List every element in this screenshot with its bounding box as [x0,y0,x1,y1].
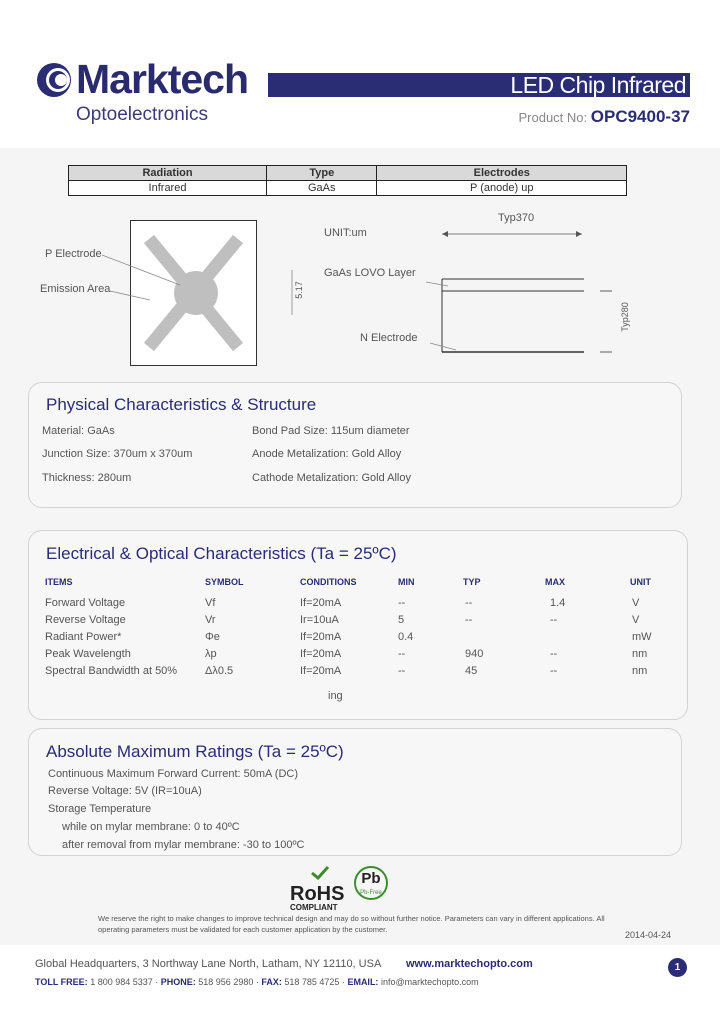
physical-thickness: Thickness: 280um [42,472,132,484]
row-min: -- [398,597,406,609]
row-condition: Ir=10uA [300,614,339,626]
phone-label: PHONE: [160,977,196,987]
row-unit: V [632,614,640,626]
row-typ: -- [465,614,473,626]
row-max: -- [550,648,558,660]
pb-free-text: Pb-Free [360,890,382,896]
spec-radiation: Infrared [69,181,267,196]
row-unit: V [632,597,640,609]
col-items: ITEMS [45,577,73,587]
row-min: -- [398,665,406,677]
row-condition: If=20mA [300,665,342,677]
toll-free-number: 1 800 984 5337 [90,977,153,987]
absolute-line: while on mylar membrane: 0 to 40ºC [62,821,240,833]
spec-electrodes: P (anode) up [377,181,627,196]
row-item: Peak Wavelength [45,648,131,660]
spec-header-electrodes: Electrodes [377,166,627,181]
col-typ: TYP [463,577,481,587]
physical-bond-pad: Bond Pad Size: 115um diameter [252,425,410,437]
row-condition: If=20mA [300,631,342,643]
row-symbol: Φe [205,631,220,643]
row-item: Spectral Bandwidth at 50% [45,665,178,677]
absolute-title: Absolute Maximum Ratings (Ta = 25ºC) [46,742,344,761]
toll-free-label: TOLL FREE: [35,977,88,987]
side-dimension-label: 5.17 [293,281,304,299]
brand-name: Marktech [76,56,249,102]
row-item: Radiant Power* [45,631,122,643]
typ370-label: Typ370 [498,212,535,224]
doc-date: 2014-04-24 [625,930,672,940]
rohs-badge [290,866,348,912]
row-unit: nm [632,648,648,660]
absolute-line: Storage Temperature [48,803,152,815]
row-max: -- [550,665,558,677]
row-unit: mW [632,631,652,643]
email-label: EMAIL: [347,977,379,987]
row-item: Reverse Voltage [45,614,126,626]
footer-contacts: TOLL FREE: 1 800 984 5337 · PHONE: 518 956 2980 · FAX: 518 785 4725 · EMAIL: info@marktechopto.com [35,977,479,987]
electrical-note: ing [328,690,343,702]
footer-address: Global Headquarters, 3 Northway Lane North, Latham, NY 12110, USA [35,958,382,970]
doc-title: LED Chip Infrared [510,72,686,98]
row-max: 1.4 [550,597,566,609]
absolute-line: Continuous Maximum Forward Current: 50mA (DC) [48,768,299,780]
col-unit: UNIT [630,577,651,587]
pb-free-badge [354,866,388,900]
row-symbol: Vr [205,614,216,626]
footer-website-link[interactable]: www.marktechopto.com [406,958,533,970]
col-max: MAX [545,577,565,587]
row-condition: If=20mA [300,648,342,660]
electrical-title: Electrical & Optical Characteristics (Ta = 25ºC) [46,544,397,563]
product-number: OPC9400-37 [590,107,690,126]
col-conditions: CONDITIONS [300,577,357,587]
spec-header-type: Type [267,166,377,181]
row-min: -- [398,648,406,660]
unit-label: UNIT:um [324,227,367,239]
rohs-compliant: COMPLIANT [290,903,338,912]
row-typ: -- [465,597,473,609]
rohs-text: RoHS [290,883,345,905]
physical-cathode: Cathode Metalization: Gold Alloy [252,472,411,484]
physical-title: Physical Characteristics & Structure [46,395,317,414]
disclaimer-line1: We reserve the right to make changes to improve technical design and may do so without further notice. Parameters can vary in different applications. All [98,914,605,923]
product-label: Product No: [518,110,588,125]
row-typ: 940 [465,648,484,660]
fax-number: 518 785 4725 [284,977,340,987]
rohs-check-icon [290,866,348,880]
row-min: 0.4 [398,631,414,643]
row-symbol: λp [205,648,217,660]
gaas-layer-label: GaAs LOVO Layer [324,267,416,279]
brand-subtitle: Optoelectronics [76,104,209,125]
spec-type: GaAs [267,181,377,196]
row-typ: 45 [465,665,478,677]
emission-area-label: Emission Area [40,283,111,295]
col-min: MIN [398,577,415,587]
spec-header-radiation: Radiation [69,166,267,181]
disclaimer-line2: operating parameters must be validated for each customer application by the customer. [98,925,388,934]
page-number-badge: 1 [668,958,687,977]
row-item: Forward Voltage [45,597,126,609]
pb-text: Pb [361,870,381,887]
absolute-line: after removal from mylar membrane: -30 to 100ºC [62,839,305,851]
p-electrode-label: P Electrode [45,248,102,260]
fax-label: FAX: [261,977,282,987]
row-condition: If=20mA [300,597,342,609]
typ280-label: Typ280 [619,302,630,332]
n-electrode-label: N Electrode [360,332,418,344]
row-min: 5 [398,614,405,626]
phone-number: 518 956 2980 [198,977,254,987]
row-unit: nm [632,665,648,677]
physical-material: Material: GaAs [42,425,115,437]
col-symbol: SYMBOL [205,577,244,587]
absolute-line: Reverse Voltage: 5V (IR=10uA) [48,785,202,797]
email-link[interactable]: info@marktechopto.com [380,977,479,987]
row-symbol: Δλ0.5 [205,665,234,677]
row-max: -- [550,614,558,626]
physical-anode: Anode Metalization: Gold Alloy [252,448,402,460]
physical-junction: Junction Size: 370um x 370um [42,448,193,460]
row-symbol: Vf [205,597,216,609]
